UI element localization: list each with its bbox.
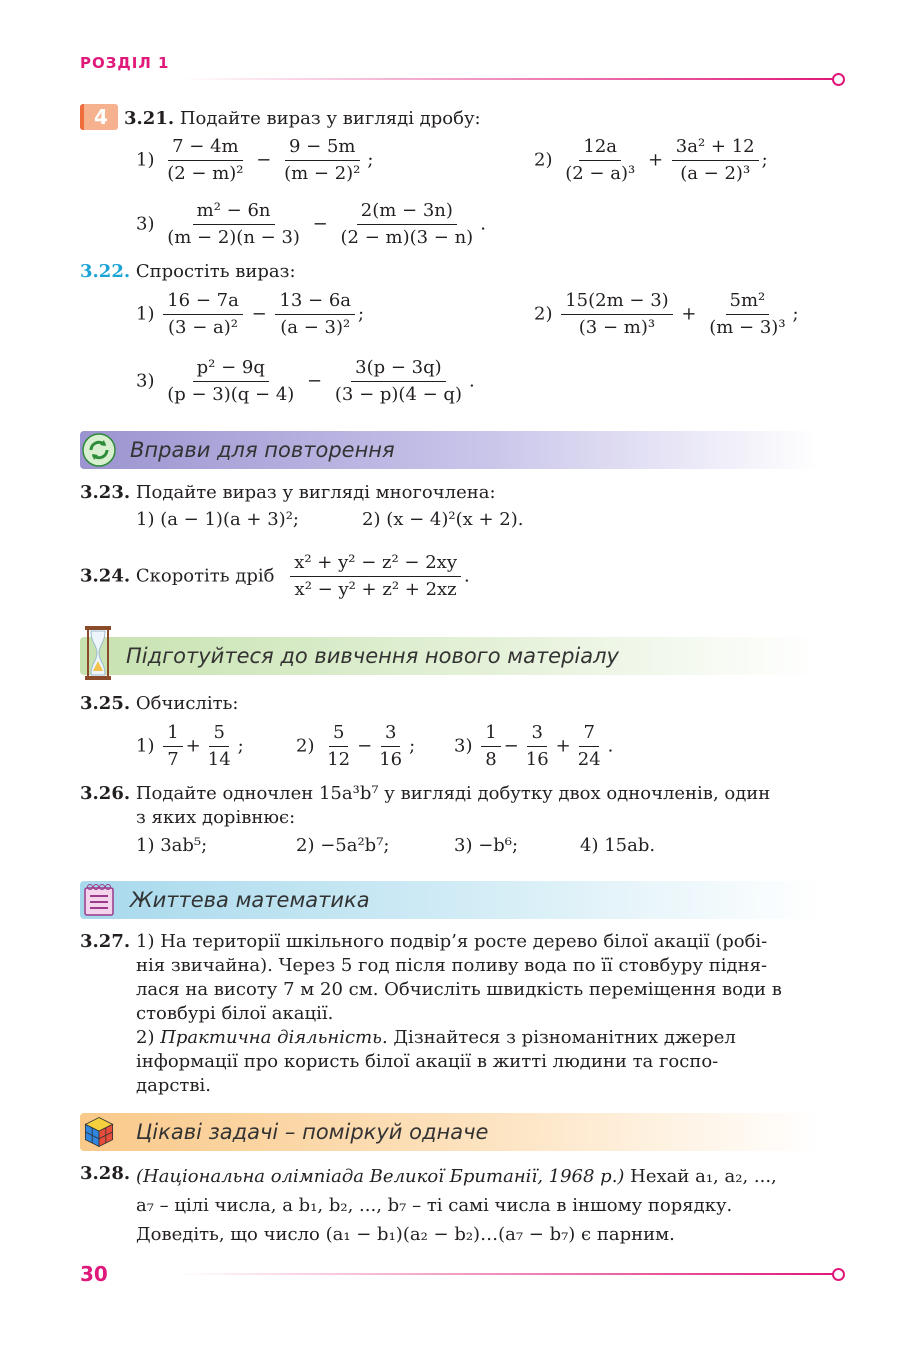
- fraction: [672, 136, 759, 185]
- punct: .: [464, 565, 470, 587]
- text-line: лася на висоту 7 м 20 см. Обчисліть швидкість переміщення води в: [136, 979, 782, 1000]
- text-line: [136, 1026, 844, 1050]
- hourglass-icon: [82, 625, 114, 681]
- denominator: (2 − m)²: [167, 163, 244, 184]
- punct: ;: [367, 149, 374, 171]
- item-label: 1): [136, 735, 155, 757]
- fraction: [204, 722, 235, 771]
- operator: −: [256, 149, 272, 171]
- denominator: 16: [379, 749, 403, 770]
- fraction: [574, 722, 605, 771]
- exercise-number-text: 3.28.: [80, 1163, 131, 1184]
- exercise-number: [80, 1162, 130, 1186]
- operator: −: [357, 735, 373, 757]
- text-line: Доведіть, що число (a₁ − b₁)(a₂ − b₂)…(a₇ − b₇) є парним.: [136, 1224, 675, 1245]
- section-fun-banner: [80, 1113, 820, 1151]
- section-title: Вправи для повторення: [130, 438, 395, 462]
- numerator: 7 − 4m: [168, 136, 243, 161]
- denominator: 16: [525, 749, 549, 770]
- item: 2) (x − 4)²(x + 2).: [362, 509, 524, 530]
- exercise-3-24: [80, 552, 470, 601]
- refresh-icon: [82, 433, 116, 467]
- exercise-text: з яких дорівнює:: [136, 807, 296, 828]
- exercise-3-21: [124, 107, 481, 131]
- denominator: (2 − m)(3 − n): [340, 227, 474, 248]
- denominator: 7: [167, 749, 179, 770]
- exercise-3-27-text: [136, 930, 844, 1098]
- exercise-3-28-text: [136, 1162, 848, 1249]
- fraction: [163, 290, 243, 339]
- denominator: (3 − a)²: [168, 317, 239, 338]
- notepad-icon: [82, 883, 116, 917]
- fraction: [561, 290, 672, 339]
- exercise-number: 3.26.: [80, 783, 131, 804]
- header-rule-end: [832, 73, 845, 86]
- exercise-number: 3.24.: [80, 565, 131, 587]
- fraction: [522, 722, 553, 771]
- numerator: p² − 9q: [193, 357, 269, 382]
- denominator: (a − 3)²: [280, 317, 351, 338]
- fraction: [280, 136, 364, 185]
- numerator: 3(p − 3q): [351, 357, 446, 382]
- denominator: 8: [485, 749, 497, 770]
- exercise-number: 3.21.: [124, 108, 175, 129]
- fraction: [163, 722, 182, 771]
- denominator: (m − 3)³: [709, 317, 786, 338]
- numerator: 7: [579, 722, 598, 747]
- denominator: (3 − p)(4 − q): [334, 384, 462, 405]
- item: [136, 722, 244, 771]
- denominator: (a − 2)³: [680, 163, 751, 184]
- exercise-text: Подайте одночлен 15a³b⁷ у вигляді добутку двох одночленів, один: [135, 783, 771, 804]
- item-label: 3): [454, 735, 473, 757]
- denominator: (m − 2)(n − 3): [167, 227, 300, 248]
- operator: −: [251, 303, 267, 325]
- numerator: 3a² + 12: [672, 136, 759, 161]
- item: [136, 357, 475, 406]
- operator: −: [503, 735, 519, 757]
- item: [534, 290, 799, 339]
- item: 1) (a − 1)(a + 3)²;: [136, 509, 299, 530]
- fraction: [163, 357, 298, 406]
- numerator: 2(m − 3n): [357, 200, 457, 225]
- header-rule: [180, 78, 834, 80]
- punct: ;: [358, 303, 365, 325]
- exercise-number: 3.23.: [80, 482, 131, 503]
- text-part: Нехай a₁, a₂, ...,: [624, 1166, 777, 1187]
- denominator: 14: [207, 749, 231, 770]
- item: [136, 290, 364, 339]
- punct: ;: [792, 303, 799, 325]
- section-life-banner: [80, 881, 820, 919]
- exercise-number: 3.25.: [80, 693, 131, 714]
- fraction: [275, 290, 355, 339]
- fraction: [323, 722, 354, 771]
- punct: .: [480, 213, 486, 235]
- denominator: x² − y² + z² + 2xz: [294, 579, 457, 600]
- operator: +: [681, 303, 697, 325]
- denominator: (3 − m)³: [578, 317, 656, 338]
- text-line: нія звичайна). Через 5 год після поливу вода по її стовбуру підня-: [136, 955, 768, 976]
- item-label: 2): [296, 735, 315, 757]
- item: [136, 136, 373, 185]
- item: 2) −5a²b⁷;: [296, 835, 390, 856]
- numerator: 3: [381, 722, 400, 747]
- punct: ;: [761, 149, 768, 171]
- exercise-3-23: [80, 481, 496, 505]
- text-line: дарстві.: [136, 1075, 211, 1096]
- item: [296, 722, 415, 771]
- numerator: 13 − 6a: [275, 290, 355, 315]
- fraction: [331, 357, 466, 406]
- footer-rule: [178, 1273, 834, 1275]
- item: [454, 722, 613, 771]
- section-prepare-banner: [80, 637, 820, 675]
- text-line: a₇ – цілі числа, а b₁, b₂, ..., b₇ – ті самі числа в іншому порядку.: [136, 1195, 733, 1216]
- operator: −: [312, 213, 328, 235]
- punct: .: [468, 370, 475, 392]
- text-line: [136, 1162, 848, 1191]
- exercise-text: Обчисліть:: [135, 693, 239, 714]
- exercise-3-22: [80, 260, 296, 284]
- exercise-3-26: [80, 782, 770, 806]
- punct: ;: [409, 735, 416, 757]
- numerator: m² − 6n: [193, 200, 275, 225]
- fraction: [375, 722, 406, 771]
- fraction: [337, 200, 478, 249]
- item: 4) 15ab.: [580, 835, 656, 856]
- item: 3) −b⁶;: [454, 835, 519, 856]
- punct: .: [607, 735, 614, 757]
- exercise-3-25: [80, 692, 238, 716]
- item: 1) 3ab⁵;: [136, 835, 208, 856]
- fraction: [163, 200, 304, 249]
- item-label: 2): [534, 149, 553, 171]
- page-number: 30: [80, 1262, 108, 1286]
- exercise-text: Подайте вираз у вигляді дробу:: [179, 108, 481, 129]
- fraction: [163, 136, 247, 185]
- item-label: 2): [534, 303, 553, 325]
- operator: +: [185, 735, 201, 757]
- item: [136, 200, 486, 249]
- fraction: [705, 290, 789, 339]
- footer-rule-end: [832, 1268, 845, 1281]
- item: [534, 136, 768, 185]
- item-label: 3): [136, 213, 155, 235]
- numerator: 1: [481, 722, 500, 747]
- operator: +: [647, 149, 664, 171]
- exercise-number: 3.22.: [80, 261, 131, 282]
- numerator: 16 − 7a: [163, 290, 243, 315]
- section-title: Життева математика: [130, 888, 370, 912]
- text-emphasis: (Національна олімпіада Великої Британії, 1968 р.): [136, 1166, 625, 1187]
- denominator: (p − 3)(q − 4): [167, 384, 295, 405]
- numerator: 3: [527, 722, 546, 747]
- numerator: 1: [163, 722, 182, 747]
- text-part: Дізнайтеся з різноманітних джерел: [387, 1027, 736, 1048]
- operator: −: [307, 370, 323, 392]
- numerator: 9 − 5m: [285, 136, 360, 161]
- section-title: Підготуйтеся до вивчення нового матеріалу: [126, 644, 619, 668]
- level-badge: [80, 104, 118, 130]
- section-header: РОЗДІЛ 1: [80, 54, 170, 72]
- numerator: 5: [329, 722, 348, 747]
- exercise-number: [80, 930, 130, 954]
- item-label: 1): [136, 303, 155, 325]
- numerator: 12a: [579, 136, 621, 161]
- text-line: 1) На території шкільного подвір’я росте дерево білої акації (робі-: [136, 931, 768, 952]
- denominator: 24: [577, 749, 601, 770]
- operator: +: [555, 735, 571, 757]
- exercise-text: Подайте вираз у вигляді многочлена:: [135, 482, 496, 503]
- numerator: 5m²: [726, 290, 770, 315]
- level-badge-text: 4: [94, 105, 108, 129]
- fraction: [481, 722, 500, 771]
- text-line: інформації про користь білої акації в житті людини та госпо-: [136, 1051, 719, 1072]
- item-label: 1): [136, 149, 155, 171]
- text-part: 2): [136, 1027, 161, 1048]
- numerator: 15(2m − 3): [561, 290, 672, 315]
- exercise-number-text: 3.27.: [80, 931, 131, 952]
- exercise-text: Спростіть вираз:: [135, 261, 296, 282]
- item-label: 3): [136, 370, 155, 392]
- denominator: (m − 2)²: [284, 163, 361, 184]
- numerator: x² + y² − z² − 2xy: [290, 552, 461, 577]
- text-line: стовбурі білої акації.: [136, 1003, 334, 1024]
- numerator: 5: [209, 722, 228, 747]
- section-repeat-banner: [80, 431, 820, 469]
- section-title: Цікаві задачі – поміркуй одначе: [136, 1120, 489, 1144]
- punct: ;: [237, 735, 244, 757]
- rubik-cube-icon: [82, 1115, 116, 1149]
- fraction: [290, 552, 461, 601]
- text-emphasis: Практична діяльність.: [160, 1027, 388, 1048]
- denominator: 12: [327, 749, 351, 770]
- exercise-text: Скоротіть дріб: [135, 565, 275, 587]
- fraction: [561, 136, 639, 185]
- denominator: (2 − a)³: [565, 163, 636, 184]
